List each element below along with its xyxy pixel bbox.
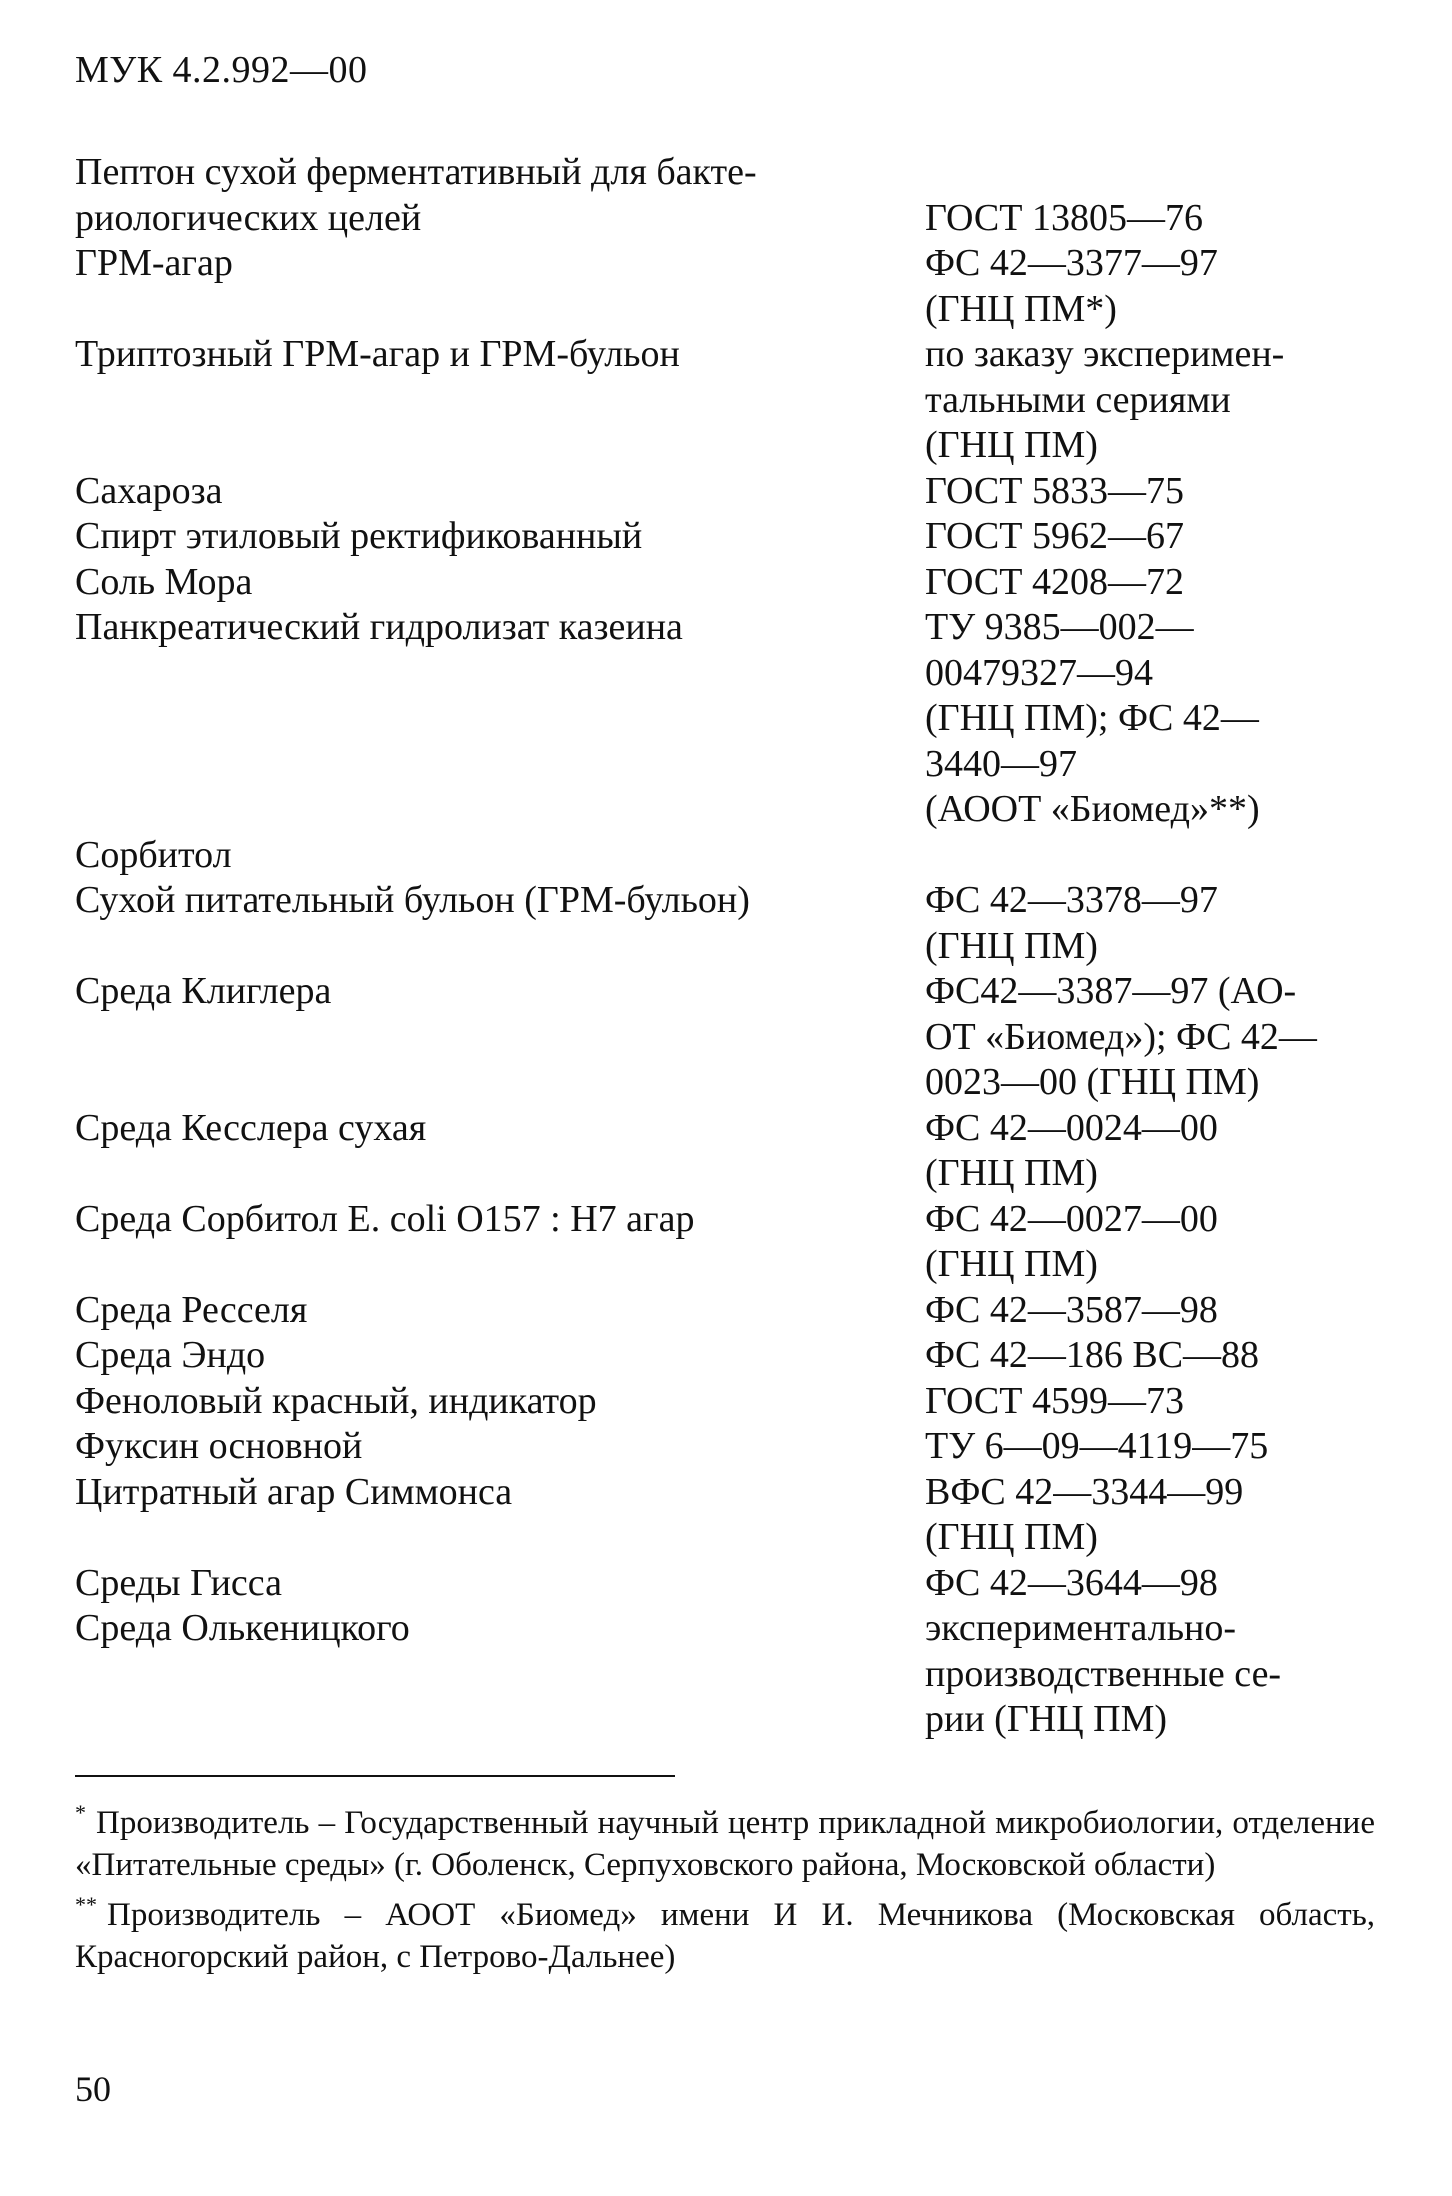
reagent-name: Панкреатический гидролизат казеина [75, 606, 683, 648]
reagent-row [75, 1106, 1395, 1197]
reagent-name: Среда Олькеницкого [75, 1607, 410, 1649]
reagent-row [75, 878, 1395, 969]
footnote-text: Производитель – АООТ «Биомед» имени И И. Мечникова (Московская область, Красногорский район, с Петрово-Дальнее) [75, 1897, 1375, 1975]
reagent-standard: ФС 42—3644—98 [925, 1561, 1218, 1604]
footnote [75, 1802, 1375, 1886]
reagent-name: Среда Кесслера сухая [75, 1106, 427, 1149]
reagent-standard: ФС 42—3587—98 [925, 1288, 1218, 1331]
reagent-name: Среда Ресселя [75, 1288, 308, 1331]
reagent-standard: ФС 42—3377—97 (ГНЦ ПМ*) [925, 242, 1218, 330]
reagent-standard: ГОСТ 4208—72 [925, 560, 1184, 603]
reagent-name: Сахароза [75, 469, 223, 512]
page-number: 50 [75, 2069, 111, 2109]
reagent-standard: ГОСТ 13805—76 [925, 196, 1203, 239]
reagent-name: Триптозный ГРМ-агар и ГРМ-бульон [75, 333, 680, 375]
reagent-row [75, 1288, 1395, 1334]
reagent-standard: ВФС 42—3344—99 (ГНЦ ПМ) [925, 1470, 1244, 1558]
reagent-row [75, 833, 1395, 879]
reagent-standard: ФС 42—0027—00 (ГНЦ ПМ) [925, 1197, 1218, 1285]
reagent-row [75, 150, 1395, 241]
reagent-standard: ГОСТ 4599—73 [925, 1379, 1184, 1422]
reagent-standard: ФС42—3387—97 (АО- ОТ «Биомед»); ФС 42— 0023—00 (ГНЦ ПМ) [925, 970, 1317, 1103]
reagent-standard: ТУ 9385—002— 00479327—94 (ГНЦ ПМ); ФС 42— 3440—97 (АООТ «Биомед»**) [925, 606, 1260, 830]
reagent-standard: ФС 42—3378—97 (ГНЦ ПМ) [925, 879, 1218, 967]
reagent-row [75, 1470, 1395, 1561]
reagent-name: Соль Мора [75, 560, 253, 603]
reagent-name: Среда Эндо [75, 1334, 266, 1376]
reagent-standard: ГОСТ 5833—75 [925, 469, 1184, 512]
footnotes [75, 1802, 1375, 1986]
reagent-standard: экспериментально- производственные се- рии (ГНЦ ПМ) [925, 1607, 1282, 1740]
reagent-name: Сухой питательный бульон (ГРМ-бульон) [75, 879, 750, 921]
reagent-row [75, 1424, 1395, 1470]
reagent-row [75, 560, 1395, 606]
reagent-row [75, 1333, 1395, 1379]
reagent-name: Среда Сорбитол E. coli O157 : H7 агар [75, 1197, 695, 1240]
reagent-row [75, 469, 1395, 515]
reagent-standard: по заказу эксперимен- тальными сериями (ГНЦ ПМ) [925, 333, 1285, 466]
reagent-name: Сорбитол [75, 833, 232, 876]
reagent-row [75, 969, 1395, 1106]
reagent-name: Среды Гисса [75, 1561, 282, 1604]
reagent-standard: ФС 42—0024—00 (ГНЦ ПМ) [925, 1106, 1218, 1194]
reagent-standard: ГОСТ 5962—67 [925, 515, 1184, 557]
footnote-marker: ** [75, 1892, 97, 1917]
reagent-name: ГРМ-агар [75, 242, 233, 284]
reagent-name: Цитратный агар Симмонса [75, 1470, 513, 1513]
reagent-row [75, 1379, 1395, 1425]
reagent-row [75, 1606, 1395, 1743]
reagent-standard: ТУ 6—09—4119—75 [925, 1425, 1269, 1467]
footnote-text: Производитель – Государственный научный центр прикладной микробиологии, отделение «Питательные среды» (г. Оболенск, Серпуховского района, Московской области) [75, 1805, 1375, 1883]
reagent-name: Пептон сухой ферментативный для бакте- риологических целей [75, 151, 757, 239]
footnote-divider [75, 1775, 675, 1777]
reagent-row [75, 514, 1395, 560]
reagent-list [75, 150, 1395, 1743]
reagent-name: Фуксин основной [75, 1425, 363, 1467]
reagent-row [75, 241, 1395, 332]
document-code: МУК 4.2.992—00 [75, 49, 368, 91]
reagent-row [75, 332, 1395, 469]
reagent-name: Среда Клиглера [75, 970, 332, 1012]
footnote [75, 1894, 1375, 1978]
reagent-name: Феноловый красный, индикатор [75, 1379, 597, 1422]
reagent-row [75, 1561, 1395, 1607]
reagent-row [75, 605, 1395, 833]
footnote-marker: * [75, 1800, 86, 1825]
reagent-row [75, 1197, 1395, 1288]
reagent-standard: ФС 42—186 ВС—88 [925, 1334, 1260, 1376]
reagent-name: Спирт этиловый ректификованный [75, 515, 643, 557]
